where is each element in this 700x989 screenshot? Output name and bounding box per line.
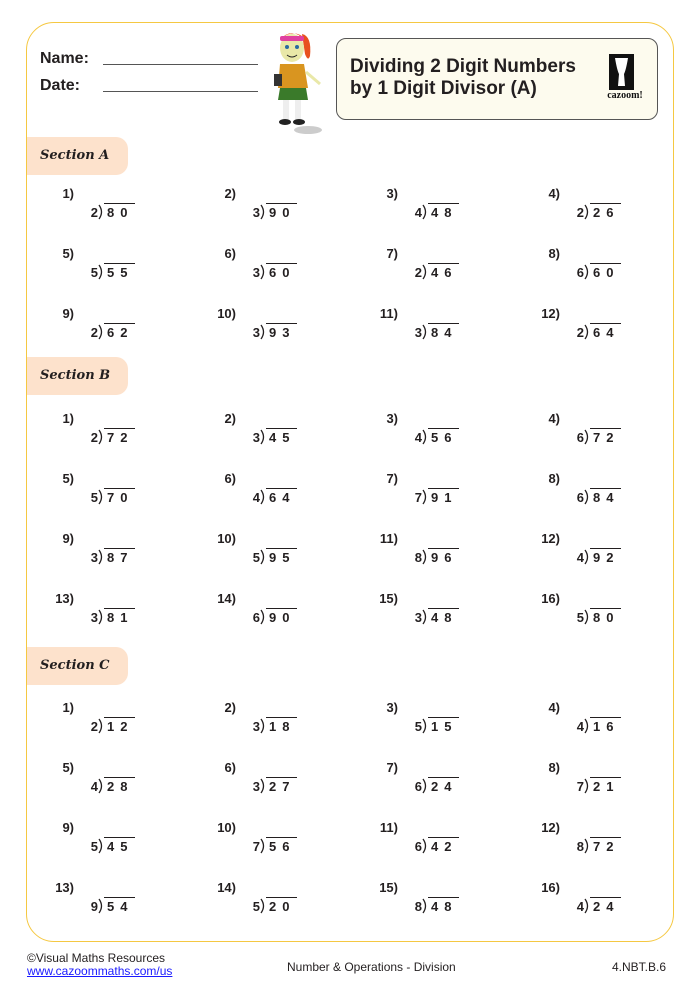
division-problem — [526, 246, 686, 296]
dividend: 87 — [104, 548, 135, 565]
dividend: 16 — [590, 717, 621, 734]
long-division — [88, 897, 135, 914]
problem-number: 5) — [62, 471, 74, 486]
division-problem — [202, 306, 362, 356]
division-problem — [364, 820, 524, 870]
problem-number: 5) — [62, 246, 74, 261]
long-division — [250, 608, 297, 625]
problem-number: 3) — [386, 700, 398, 715]
problem-number: 11) — [379, 820, 398, 835]
problem-number: 15) — [379, 880, 398, 895]
problem-number: 6) — [224, 760, 236, 775]
dividend: 21 — [590, 777, 621, 794]
dividend: 92 — [590, 548, 621, 565]
dividend: 93 — [266, 323, 297, 340]
long-division — [88, 488, 135, 505]
problem-number: 6) — [224, 471, 236, 486]
dividend: 64 — [590, 323, 621, 340]
long-division — [250, 548, 297, 565]
long-division — [88, 203, 135, 220]
dividend: 24 — [590, 897, 621, 914]
problem-number: 1) — [62, 700, 74, 715]
dividend: 48 — [428, 608, 459, 625]
dividend: 48 — [428, 203, 459, 220]
problem-number: 7) — [386, 760, 398, 775]
divisor: 6 — [576, 490, 584, 505]
long-division — [412, 323, 459, 340]
dividend: 18 — [266, 717, 297, 734]
long-division — [250, 488, 297, 505]
dividend: 84 — [428, 323, 459, 340]
dividend: 42 — [428, 837, 459, 854]
problem-number: 3) — [386, 186, 398, 201]
division-problem — [364, 471, 524, 521]
division-problem — [202, 591, 362, 641]
dividend: 45 — [266, 428, 297, 445]
long-division — [88, 428, 135, 445]
problem-number: 2) — [224, 700, 236, 715]
division-problem — [40, 820, 200, 870]
divisor: 7 — [576, 779, 584, 794]
section-tab-b — [27, 357, 128, 395]
problem-number: 7) — [386, 471, 398, 486]
long-division — [250, 837, 297, 854]
division-problem — [526, 411, 686, 461]
name-field[interactable] — [103, 64, 258, 65]
divisor: 3 — [252, 719, 260, 734]
long-division — [88, 837, 135, 854]
name-label: Name: — [40, 50, 89, 67]
long-division — [250, 717, 297, 734]
divisor: 6 — [576, 265, 584, 280]
long-division — [250, 203, 297, 220]
division-problem — [40, 411, 200, 461]
standard-code: 4.NBT.B.6 — [612, 960, 667, 974]
logo-text: cazoom! — [607, 90, 643, 101]
divisor: 3 — [414, 325, 422, 340]
long-division — [88, 717, 135, 734]
dividend: 81 — [104, 608, 135, 625]
long-division — [88, 323, 135, 340]
problem-number: 8) — [548, 760, 560, 775]
divisor: 2 — [90, 325, 98, 340]
divisor: 3 — [252, 205, 260, 220]
dividend: 96 — [428, 548, 459, 565]
dividend: 55 — [104, 263, 135, 280]
problem-number: 5) — [62, 760, 74, 775]
divisor: 2 — [90, 430, 98, 445]
divisor: 2 — [576, 325, 584, 340]
topic-text: Number & Operations - Division — [287, 960, 456, 974]
divisor: 2 — [90, 205, 98, 220]
drum-icon — [609, 54, 634, 90]
title-line-2: by 1 Digit Divisor (A) — [350, 78, 537, 99]
problem-number: 11) — [379, 306, 398, 321]
division-problem — [364, 246, 524, 296]
division-problem — [526, 880, 686, 930]
divisor: 9 — [90, 899, 98, 914]
divisor: 8 — [414, 550, 422, 565]
divisor: 4 — [576, 550, 584, 565]
divisor: 5 — [252, 550, 260, 565]
divisor: 8 — [576, 839, 584, 854]
divisor: 7 — [252, 839, 260, 854]
divisor: 4 — [414, 205, 422, 220]
section-label: Section B — [40, 368, 111, 383]
dividend: 26 — [590, 203, 621, 220]
division-problem — [364, 760, 524, 810]
division-problem — [202, 700, 362, 750]
divisor: 4 — [414, 430, 422, 445]
problem-number: 11) — [379, 531, 398, 546]
problem-number: 6) — [224, 246, 236, 261]
title-line-1: Dividing 2 Digit Numbers — [350, 56, 576, 77]
long-division — [88, 548, 135, 565]
division-problem — [526, 700, 686, 750]
problem-number: 9) — [62, 306, 74, 321]
division-problem — [364, 700, 524, 750]
date-label: Date: — [40, 77, 81, 94]
divisor: 3 — [414, 610, 422, 625]
problem-number: 10) — [217, 820, 236, 835]
divisor: 3 — [252, 779, 260, 794]
long-division — [412, 548, 459, 565]
long-division — [412, 608, 459, 625]
divisor: 7 — [414, 490, 422, 505]
division-problem — [202, 760, 362, 810]
long-division — [250, 428, 297, 445]
division-problem — [40, 246, 200, 296]
dividend: 91 — [428, 488, 459, 505]
problem-number: 14) — [217, 880, 236, 895]
dividend: 56 — [428, 428, 459, 445]
divisor: 5 — [414, 719, 422, 734]
divisor: 8 — [414, 899, 422, 914]
division-problem — [202, 186, 362, 236]
problem-number: 10) — [217, 306, 236, 321]
dividend: 45 — [104, 837, 135, 854]
divisor: 5 — [90, 265, 98, 280]
divisor: 5 — [90, 839, 98, 854]
problem-number: 10) — [217, 531, 236, 546]
division-problem — [202, 531, 362, 581]
division-problem — [40, 471, 200, 521]
long-division — [574, 428, 621, 445]
dividend: 80 — [590, 608, 621, 625]
problem-number: 12) — [541, 306, 560, 321]
division-problem — [40, 186, 200, 236]
long-division — [574, 203, 621, 220]
long-division — [88, 608, 135, 625]
division-problem — [526, 186, 686, 236]
dividend: 72 — [590, 428, 621, 445]
dividend: 27 — [266, 777, 297, 794]
copyright-text: ©Visual Maths Resources — [27, 951, 166, 965]
divisor: 4 — [576, 899, 584, 914]
problem-number: 13) — [55, 880, 74, 895]
divisor: 3 — [90, 610, 98, 625]
dividend: 84 — [590, 488, 621, 505]
problem-number: 2) — [224, 411, 236, 426]
division-problem — [40, 880, 200, 930]
worksheet-title — [350, 56, 576, 100]
dividend: 90 — [266, 608, 297, 625]
long-division — [412, 777, 459, 794]
division-problem — [364, 880, 524, 930]
problem-number: 14) — [217, 591, 236, 606]
section-tab-a — [27, 137, 128, 175]
long-division — [574, 837, 621, 854]
problem-number: 12) — [541, 531, 560, 546]
division-problem — [40, 700, 200, 750]
division-problem — [40, 306, 200, 356]
division-problem — [526, 531, 686, 581]
division-problem — [202, 820, 362, 870]
problem-number: 1) — [62, 411, 74, 426]
divisor: 6 — [414, 779, 422, 794]
division-problem — [364, 591, 524, 641]
long-division — [574, 608, 621, 625]
division-problem — [40, 531, 200, 581]
dividend: 54 — [104, 897, 135, 914]
divisor: 2 — [414, 265, 422, 280]
long-division — [574, 263, 621, 280]
division-problem — [202, 411, 362, 461]
long-division — [574, 717, 621, 734]
long-division — [574, 488, 621, 505]
long-division — [250, 323, 297, 340]
dividend: 48 — [428, 897, 459, 914]
divisor: 2 — [90, 719, 98, 734]
date-field[interactable] — [103, 91, 258, 92]
problem-number: 13) — [55, 591, 74, 606]
divisor: 3 — [252, 265, 260, 280]
dividend: 90 — [266, 203, 297, 220]
divisor: 3 — [252, 430, 260, 445]
dividend: 15 — [428, 717, 459, 734]
dividend: 72 — [590, 837, 621, 854]
division-problem — [202, 471, 362, 521]
long-division — [412, 837, 459, 854]
division-problem — [40, 591, 200, 641]
divisor: 6 — [576, 430, 584, 445]
dividend: 80 — [104, 203, 135, 220]
problem-number: 4) — [548, 186, 560, 201]
dividend: 24 — [428, 777, 459, 794]
divisor: 4 — [252, 490, 260, 505]
divisor: 3 — [252, 325, 260, 340]
division-problem — [364, 186, 524, 236]
problem-number: 16) — [541, 880, 560, 895]
division-problem — [40, 760, 200, 810]
divisor: 5 — [90, 490, 98, 505]
division-problem — [364, 531, 524, 581]
problem-number: 7) — [386, 246, 398, 261]
long-division — [412, 263, 459, 280]
section-tab-c — [27, 647, 128, 685]
problem-number: 3) — [386, 411, 398, 426]
long-division — [412, 488, 459, 505]
division-problem — [202, 880, 362, 930]
dividend: 64 — [266, 488, 297, 505]
dividend: 60 — [266, 263, 297, 280]
dividend: 12 — [104, 717, 135, 734]
website-link[interactable]: www.cazoommaths.com/us — [27, 964, 173, 978]
division-problem — [364, 411, 524, 461]
long-division — [412, 203, 459, 220]
long-division — [250, 777, 297, 794]
long-division — [412, 428, 459, 445]
dividend: 56 — [266, 837, 297, 854]
long-division — [412, 717, 459, 734]
problem-number: 4) — [548, 700, 560, 715]
divisor: 5 — [252, 899, 260, 914]
dividend: 72 — [104, 428, 135, 445]
dividend: 46 — [428, 263, 459, 280]
problem-number: 16) — [541, 591, 560, 606]
divisor: 3 — [90, 550, 98, 565]
division-problem — [364, 306, 524, 356]
long-division — [88, 263, 135, 280]
division-problem — [526, 591, 686, 641]
long-division — [574, 548, 621, 565]
dividend: 95 — [266, 548, 297, 565]
problem-number: 8) — [548, 471, 560, 486]
cazoom-logo — [597, 54, 647, 106]
division-problem — [526, 820, 686, 870]
divisor: 2 — [576, 205, 584, 220]
section-label: Section C — [40, 658, 110, 673]
section-label: Section A — [40, 148, 110, 163]
dividend: 28 — [104, 777, 135, 794]
long-division — [574, 897, 621, 914]
divisor: 6 — [252, 610, 260, 625]
divisor: 6 — [414, 839, 422, 854]
dividend: 62 — [104, 323, 135, 340]
title-box — [336, 38, 658, 120]
long-division — [250, 897, 297, 914]
problem-number: 12) — [541, 820, 560, 835]
long-division — [250, 263, 297, 280]
problem-number: 4) — [548, 411, 560, 426]
problem-number: 9) — [62, 531, 74, 546]
divisor: 4 — [90, 779, 98, 794]
dividend: 70 — [104, 488, 135, 505]
division-problem — [526, 471, 686, 521]
problem-number: 1) — [62, 186, 74, 201]
dividend: 60 — [590, 263, 621, 280]
problem-number: 8) — [548, 246, 560, 261]
divisor: 4 — [576, 719, 584, 734]
division-problem — [202, 246, 362, 296]
division-problem — [526, 760, 686, 810]
division-problem — [526, 306, 686, 356]
dividend: 20 — [266, 897, 297, 914]
long-division — [574, 777, 621, 794]
long-division — [574, 323, 621, 340]
divisor: 5 — [576, 610, 584, 625]
girl-mascot-illustration — [268, 26, 328, 136]
long-division — [88, 777, 135, 794]
problem-number: 9) — [62, 820, 74, 835]
problem-number: 15) — [379, 591, 398, 606]
problem-number: 2) — [224, 186, 236, 201]
long-division — [412, 897, 459, 914]
